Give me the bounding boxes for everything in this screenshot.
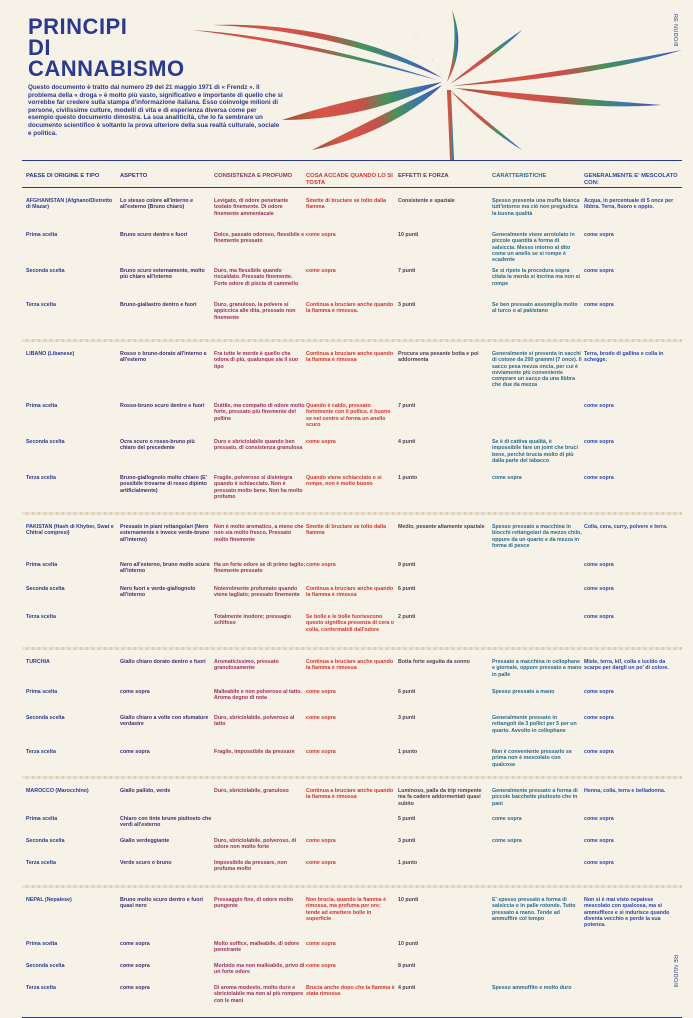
cell-effects: 4 punti [398,439,416,445]
col-header-consistency: CONSISTENZA E PROFUMO [214,173,293,179]
cell-appearance: Bruno scuro esternamente, molto più chiaro all'interno [120,268,205,281]
cell-origin: Seconda scelta [26,268,65,274]
cell-origin: Prima scelta [26,232,58,238]
country-section [22,778,682,887]
cell-toasting: Non brucia, quando la fiamma è rimossa, ma profuma per ore; tende ad emettere bolle in superficie [306,897,387,922]
cell-origin: Prima scelta [26,941,58,947]
cell-consistency: Notevolmente profumato quando viene tagliato; pressato finemente [214,586,300,599]
cell-mixed-with: Henna, colla, terra e belladonna. [584,788,666,794]
cell-appearance: Giallo pallido, verde [120,788,171,794]
cell-appearance: Rosso-bruno scuro dentro e fuori [120,403,205,409]
cell-appearance: come sopra [120,985,150,991]
cell-origin: Prima scelta [26,689,58,695]
cell-consistency: Aromaticissimo, pressato granulosamente [214,659,279,672]
cell-toasting: come sopra [306,232,336,238]
cannabis-table [22,160,682,1018]
cell-effects: 3 punti [398,302,416,308]
cell-characteristics: come sopra [492,475,522,481]
cell-toasting: Quando è caldo, pressato fortemente con il pollice, è buono se nel centro si forma un anello scuro [306,403,391,428]
cell-consistency: Levigato, di odore penetrante tostato finemente. Di odore finemente ammeniacale [214,198,289,217]
cell-appearance: Rosso o bruno-dorato all'interno e all'esterno [120,351,207,364]
cell-appearance: Pressato in piani rettangolari (Nero esternamente è invece verde-bruno all'interno) [120,524,210,543]
cell-effects: 10 punti [398,232,419,238]
cell-consistency: Morbido ma non malleabile, privo di un forte odore [214,963,305,976]
cell-mixed-with: Miele, terra, kif, colla e lucido da scarpe per dargli un po' di colore. [584,659,669,672]
cell-effects: 4 punti [398,985,416,991]
cell-consistency: Di aroma modesto, molto duro e sbriciolabile ma non al più rompere con le mani [214,985,304,1004]
cell-effects: 9 punti [398,562,416,568]
cell-mixed-with: come sopra [584,614,614,620]
cell-origin: Seconda scelta [26,838,65,844]
poster [14,10,680,1004]
cell-origin: Terza scelta [26,302,56,308]
cell-toasting: Brucia anche dopo che la fiamma è stata rimossa [306,985,395,998]
cell-appearance: Nero fuori e verde-giallognolo all'interno [120,586,196,599]
cell-origin: Terza scelta [26,985,56,991]
cell-toasting: Continua a bruciare anche quando la fiamma è rimossa [306,351,394,364]
cell-characteristics: E' spesso pressato a forma di salsiccia o in palle rotonde. Tutto pressato a mano. Tende ad ammuffire col tempo [492,897,576,922]
cell-mixed-with: come sopra [584,302,614,308]
cell-origin: Seconda scelta [26,586,65,592]
cell-origin: TURCHIA [26,659,50,665]
col-header-origin: PAESE DI ORIGINE E TIPO [26,173,100,179]
cell-mixed-with: come sopra [584,838,614,844]
cell-consistency: Fragile, impossibile da pressare [214,749,295,755]
cell-effects: Botta forte seguita da sonno [398,659,470,665]
cell-origin: AFGHANISTAN (Afghano/Distretto di Mazar) [26,198,113,211]
cell-toasting: Continua a bruciare anche quando la fiamma è rimossa [306,788,394,801]
fold-line [22,885,682,888]
title-line-2: DI [28,35,51,60]
cell-appearance: Giallo verdeggiante [120,838,170,844]
fold-line [22,339,682,342]
cell-appearance: Giallo chiaro dorato dentro e fuori [120,659,206,665]
cell-consistency: Duro, ma flessibile quando riscaldato. Pressato finemente. Forte odore di piscia di cammello [214,268,299,287]
country-section [22,188,682,341]
col-header-appearance: ASPETTO [120,173,148,179]
cell-origin: Seconda scelta [26,715,65,721]
cell-origin: Prima scelta [26,403,58,409]
cell-toasting: Continua a bruciare anche quando la fiamma è rimossa. [306,302,394,315]
cell-characteristics: Generalmente viene arrotolato in piccole quantità a forma di salsiccia. Messo intorno al dito come un anello se si rompe è scadente [492,232,575,264]
cell-effects: 6 punti [398,689,416,695]
cell-characteristics: Se si ripete la procedura sopra citata la merda si incrina ma non si rompe [492,268,581,287]
cell-mixed-with: Terra, brodo di gallina e colla in schegge. [584,351,664,364]
cell-characteristics: come sopra [492,816,522,822]
cell-characteristics: Generalmente pressato in rettangoli da 3 pollici per 5 per un quarto. Avvolto in cellophane [492,715,577,734]
cell-mixed-with: come sopra [584,860,614,866]
cell-toasting: come sopra [306,963,336,969]
cell-mixed-with: come sopra [584,439,614,445]
cell-toasting: come sopra [306,689,336,695]
cell-effects: 2 punti [398,614,416,620]
cell-effects: Consistente e spaziale [398,198,455,204]
cell-appearance: Bruno molto scuro dentro e fuori quasi nero [120,897,203,910]
cell-consistency: Molto soffice, malleabile, di odore penetrante [214,941,300,954]
cell-consistency: Pressaggio fine, di odore molto pungente [214,897,294,910]
cell-effects: 10 punti [398,897,419,903]
cell-effects: 3 punti [398,715,416,721]
cell-effects: 10 punti [398,941,419,947]
cell-appearance: Nero all'esterno, bruno molto scuro all'interno [120,562,210,575]
cell-toasting: come sopra [306,715,336,721]
cell-toasting: Smette di bruciare se tolto dalla fiamma [306,524,387,537]
cell-toasting: come sopra [306,439,336,445]
cell-toasting: come sopra [306,268,336,274]
cell-consistency: Duro, sbriciolabile, polveroso al tatto [214,715,295,728]
cell-consistency: Fra tutte le merde è quello che odora di più, qualunque sia il suo tipo [214,351,299,370]
cell-characteristics: Spesso pressato a macchina in blocchi rettangolari da mezzo chilo, oppure da un quarto e da mezza in forma di pesce [492,524,582,549]
cell-origin: Seconda scelta [26,439,65,445]
intro-paragraph: Questo documento è tratto dal numero 29 del 21 maggio 1971 di « Frendz ». Il problema della « droga » è molto più vasto, significativo e importante di quello che si vorrebbe far credere sulla stampa d'informazione italiana. Esso coinvolge milioni di persone, civilissime culture, modelli di vita e di esperienza diversa come per esempio questo documento dimostra. La sua analiticità, che lo fa sembrare un documento scientifico è soltanto la prova ulteriore della sua realtà culturale, sociale e politica. [28,84,283,137]
cell-appearance: Bruno scuro dentro e fuori [120,232,188,238]
cell-effects: Medio, pesante altamente spaziale [398,524,485,530]
cell-mixed-with: come sopra [584,268,614,274]
cell-appearance: come sopra [120,941,150,947]
cell-toasting: Se bolle e le bolle fuoriescono questo significa presenza di cera o colla, confermabili dall'odore [306,614,395,633]
cell-toasting: Continua a bruciare anche quando la fiamma è rimossa [306,659,394,672]
cell-appearance: Chiaro con tinte brune piuttosto che verdi all'esterno [120,816,212,829]
cell-origin: LIBANO (Libanese) [26,351,75,357]
cell-consistency: Impossibile da pressare, non profuma molto [214,860,288,873]
cell-origin: MAROCCO (Marocchino) [26,788,89,794]
fold-line [22,647,682,650]
cell-mixed-with: come sopra [584,232,614,238]
cell-mixed-with: come sopra [584,715,614,721]
cell-appearance: Bruno-giallognolo molto chiaro (E' possibile trovarne di rosso dipinto artificialmente) [120,475,207,494]
cell-consistency: Totalmente inodore; pressagio schifoso [214,614,292,627]
cell-mixed-with: come sopra [584,689,614,695]
cell-effects: 1 punto [398,475,418,481]
cell-mixed-with: Colla, cera, curry, polvere e terra. [584,524,668,530]
cell-consistency: Duro, sbriciolabile, polveroso, di odore non molto forte [214,838,297,851]
cell-origin: Terza scelta [26,860,56,866]
cell-characteristics: Generalmente si presenta in sacchi di cotone da 200 grammi (7 once). Il sacco pesa mezza oncia, per cui è ovviamente più conveniente comprare un sacco da una libbra che due da mezza [492,351,582,389]
cell-toasting: come sopra [306,860,336,866]
cell-mixed-with: come sopra [584,403,614,409]
cell-effects: Luminoso, palla da trip rompente ma fa cadere addormentati quasi subito [398,788,482,807]
country-section [22,341,682,514]
cell-effects: 7 punti [398,268,416,274]
cell-consistency: Duro, granuloso, la polvere si appiccica alle dita, pressato non finemente [214,302,296,321]
cannabis-leaf-illustration [192,10,682,160]
cell-characteristics: Generalmente pressato a forma di piccole bacchette piuttosto che in pani [492,788,578,807]
cell-appearance: come sopra [120,963,150,969]
country-section [22,514,682,649]
cell-mixed-with: come sopra [584,749,614,755]
country-section [22,649,682,778]
cell-characteristics: Non è conveniente pressarlo se prima non è mescolato con qualcosa [492,749,572,768]
cell-appearance: come sopra [120,689,150,695]
cell-effects: 1 punto [398,749,418,755]
cell-mixed-with: Acqua, in percentuale di 5 once per libbra. Terra, fluoro e oppio. [584,198,674,211]
title-line-1: PRINCIPI [28,14,128,39]
cell-consistency: Duttile, ma compatto di odore molto forte, pressato più finemente del polline [214,403,305,422]
cell-toasting: come sopra [306,941,336,947]
cell-consistency: Duro, sbriciolabile, granuloso [214,788,289,794]
cell-characteristics: Se ben pressato assomiglia molto al turco o al pakistano [492,302,578,315]
cell-effects: 7 punti [398,403,416,409]
cell-effects: 1 punto [398,860,418,866]
cell-characteristics: Se è di cattiva qualità, è impossibile fare un joint che bruci bene, perché brucia molto di più dalla parte del tabacco [492,439,578,464]
table-body [22,188,682,1018]
cell-mixed-with: come sopra [584,562,614,568]
fold-line [22,512,682,515]
cell-toasting: come sopra [306,838,336,844]
cell-characteristics: come sopra [492,838,522,844]
cell-origin: Terza scelta [26,475,56,481]
cell-consistency: Duro e sbriciolabile quando ben pressato, di consistenza granulosa [214,439,303,452]
cell-appearance: Bruno-giallastro dentro e fuori [120,302,197,308]
cell-origin: Terza scelta [26,749,56,755]
cell-toasting: Smette di bruciare se tolto dalla fiamma [306,198,387,211]
cell-toasting: come sopra [306,749,336,755]
cell-characteristics: Pressato a macchina in cellophane e giornale, oppure pressato a mano in palle [492,659,582,678]
cell-characteristics: Spesso ammuffito e molto duro [492,985,572,991]
side-label-bottom: RE NUDO/8 [672,955,678,988]
cell-origin: NEPAL (Nepalese) [26,897,72,903]
cell-consistency: Dolce, passato odoroso, flessibile e finemente pressato [214,232,305,245]
col-header-effects: EFFETTI E FORZA [398,173,449,179]
cell-mixed-with: come sopra [584,475,614,481]
cell-appearance: Giallo chiaro a volte con sfumature verdastre [120,715,209,728]
header [14,10,680,150]
cell-consistency: Ha un forte odore se di primo taglio; finemente pressato [214,562,306,575]
cell-origin: Seconda scelta [26,963,65,969]
cell-characteristics: Spesso pressato a mano [492,689,555,695]
cell-characteristics: Spesso presenta una muffa bianca tutt'intorno ma ciò non pregiudica la buona qualità [492,198,580,217]
fold-line [22,776,682,779]
cell-mixed-with: Non si è mai visto nepalese mescolato con qualcosa, ma si ammuffisce e si indurisce quando diventa vecchio e perde la sua potenza. [584,897,670,929]
title-line-3: CANNABISMO [28,56,185,81]
cell-consistency: Non è molto aromatico, a meno che non sia molto fresco. Pressato molto finemente [214,524,304,543]
cell-consistency: Malleabile e non polveroso al tatto. Aroma degno di nota [214,689,303,702]
cell-toasting: Quando viene schiacciato e si rompe, non è molto buono [306,475,382,488]
cell-toasting: Continua a bruciare anche quando la fiamma è rimossa [306,586,394,599]
cell-appearance: come sopra [120,749,150,755]
table-header [22,161,682,188]
cell-mixed-with: come sopra [584,816,614,822]
cell-mixed-with: come sopra [584,586,614,592]
cell-effects: 8 punti [398,963,416,969]
cell-appearance: Lo stesso colore all'interno e all'esterno (Bruno chiaro) [120,198,194,211]
cell-origin: Terza scelta [26,614,56,620]
col-header-characteristics: CARATTERISTICHE [492,173,547,179]
cell-appearance: Ocra scuro o rosso-bruno più chiaro del precedente [120,439,195,452]
cell-consistency: Fragile, polveroso si disintegra quando è schiacciato. Non è pressato molto bene. Non ha molto profumo [214,475,303,500]
cell-effects: 3 punti [398,838,416,844]
cell-toasting: come sopra [306,562,336,568]
page-title [28,16,185,79]
col-header-mixed-with: GENERALMENTE E' MESCOLATO CON: [584,173,678,186]
cell-appearance: Verde scuro o bruno [120,860,172,866]
col-header-toasting: COSA ACCADE QUANDO LO SI TOSTA [306,173,393,186]
cell-effects: 6 punti [398,586,416,592]
country-section [22,887,682,1018]
cell-effects: Procura una pesante botta e poi addormenta [398,351,479,364]
cell-origin: Prima scelta [26,562,58,568]
side-label-top: RE NUDO/8 [672,14,678,47]
cell-effects: 5 punti [398,816,416,822]
cell-origin: PAKISTAN (Hash di Khyber, Swat e Chitral compresi) [26,524,114,537]
cell-origin: Prima scelta [26,816,58,822]
